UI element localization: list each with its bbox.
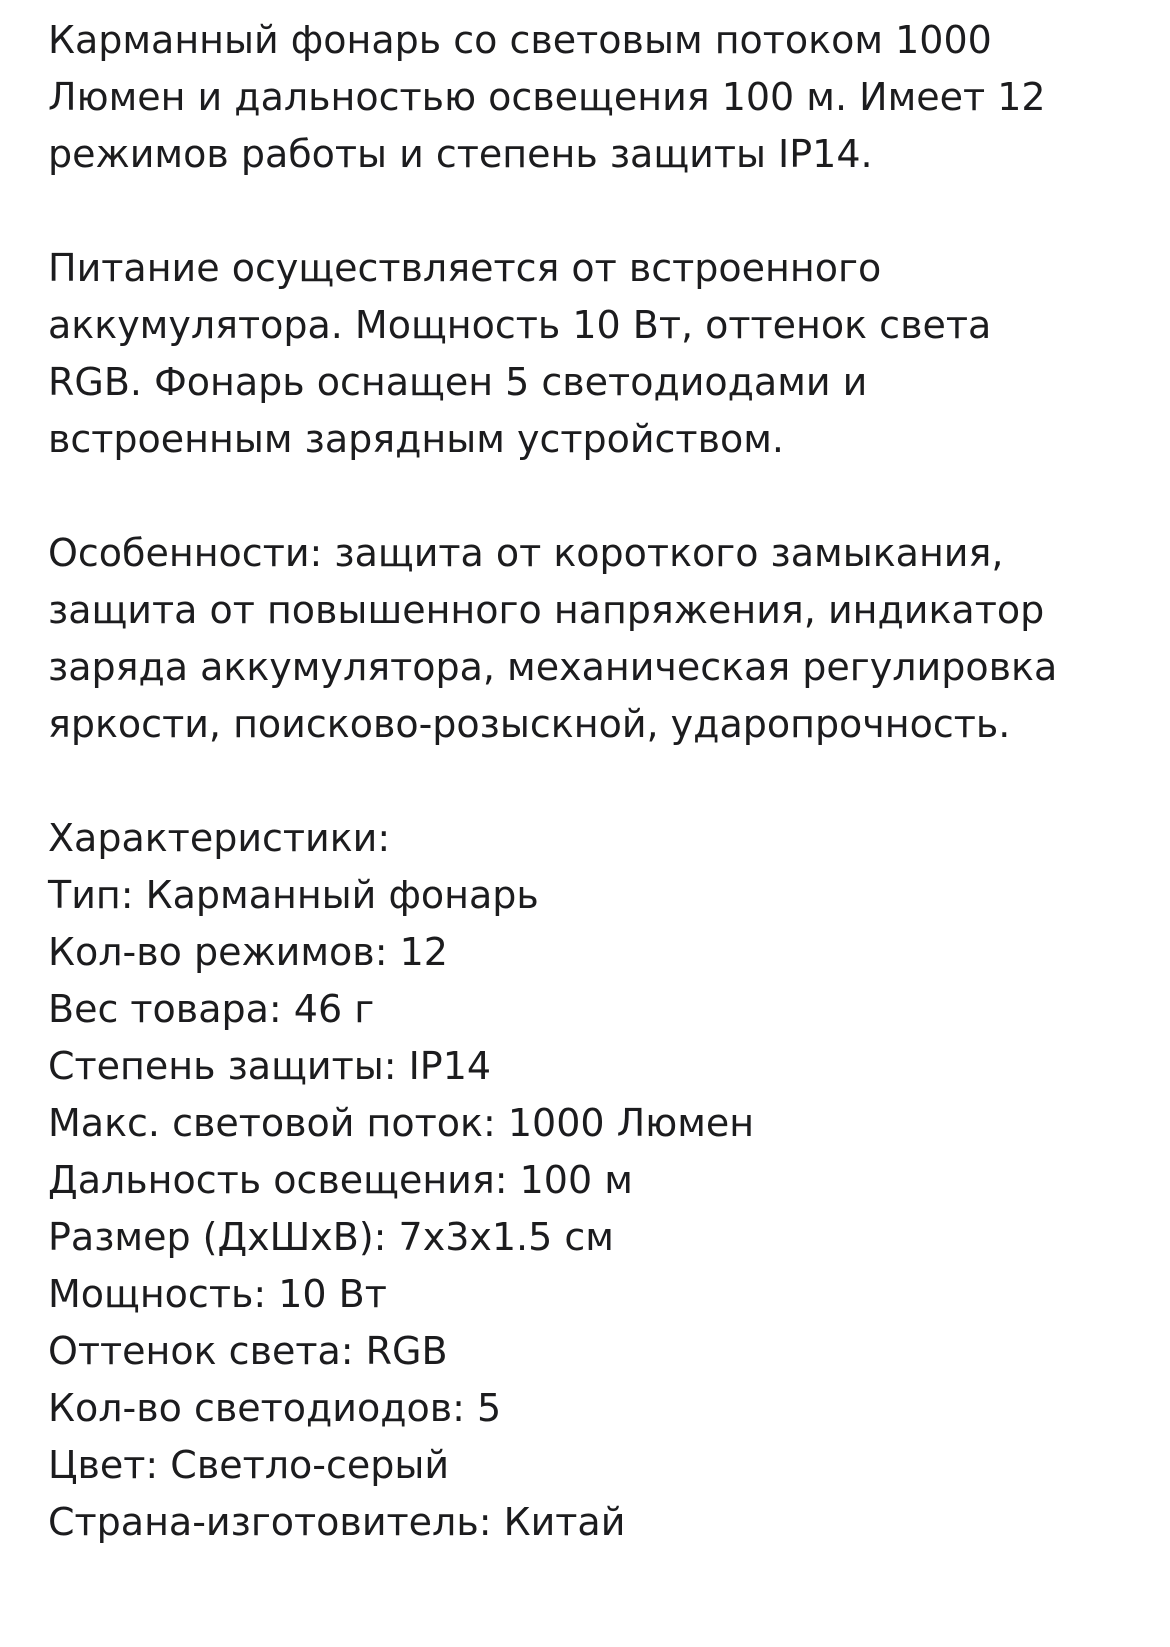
description-paragraph-1	[48, 12, 1158, 183]
description-line: встроенным зарядным устройством.	[48, 417, 784, 461]
spec-item-modes: Кол-во режимов: 12	[48, 930, 448, 974]
spec-item-weight: Вес товара: 46 г	[48, 987, 375, 1031]
description-line: RGB. Фонарь оснащен 5 светодиодами и	[48, 360, 868, 404]
spec-item-protection: Степень защиты: IP14	[48, 1044, 492, 1088]
spec-item-type: Тип: Карманный фонарь	[48, 873, 539, 917]
spec-item-light-tint: Оттенок света: RGB	[48, 1329, 448, 1373]
spec-item-size: Размер (ДхШхВ): 7x3x1.5 см	[48, 1215, 614, 1259]
description-line: заряда аккумулятора, механическая регулировка	[48, 645, 1058, 689]
description-line: режимов работы и степень защиты IP14.	[48, 132, 873, 176]
paragraph-spacer	[48, 183, 1158, 240]
spec-item-range: Дальность освещения: 100 м	[48, 1158, 633, 1202]
spec-item-luminous-flux: Макс. световой поток: 1000 Люмен	[48, 1101, 755, 1145]
spec-item-power: Мощность: 10 Вт	[48, 1272, 387, 1316]
description-line: Люмен и дальностью освещения 100 м. Имеет 12	[48, 75, 1046, 119]
description-paragraph-2	[48, 240, 1158, 468]
specs-heading: Характеристики:	[48, 816, 391, 860]
specs-list	[48, 867, 1158, 1551]
paragraph-spacer	[48, 753, 1158, 810]
spec-item-color: Цвет: Светло-серый	[48, 1443, 450, 1487]
description-line: Питание осуществляется от встроенного	[48, 246, 882, 290]
specs-section	[48, 810, 1158, 1551]
description-line: Карманный фонарь со световым потоком 1000	[48, 18, 992, 62]
description-line: защита от повышенного напряжения, индикатор	[48, 588, 1045, 632]
description-line: яркости, поисково-розыскной, ударопрочность.	[48, 702, 1011, 746]
spec-item-country: Страна-изготовитель: Китай	[48, 1500, 626, 1544]
description-paragraph-3	[48, 525, 1158, 753]
spec-item-led-count: Кол-во светодиодов: 5	[48, 1386, 502, 1430]
paragraph-spacer	[48, 468, 1158, 525]
description-line: Особенности: защита от короткого замыкания,	[48, 531, 1004, 575]
description-line: аккумулятора. Мощность 10 Вт, оттенок света	[48, 303, 992, 347]
product-description	[48, 12, 1158, 1551]
